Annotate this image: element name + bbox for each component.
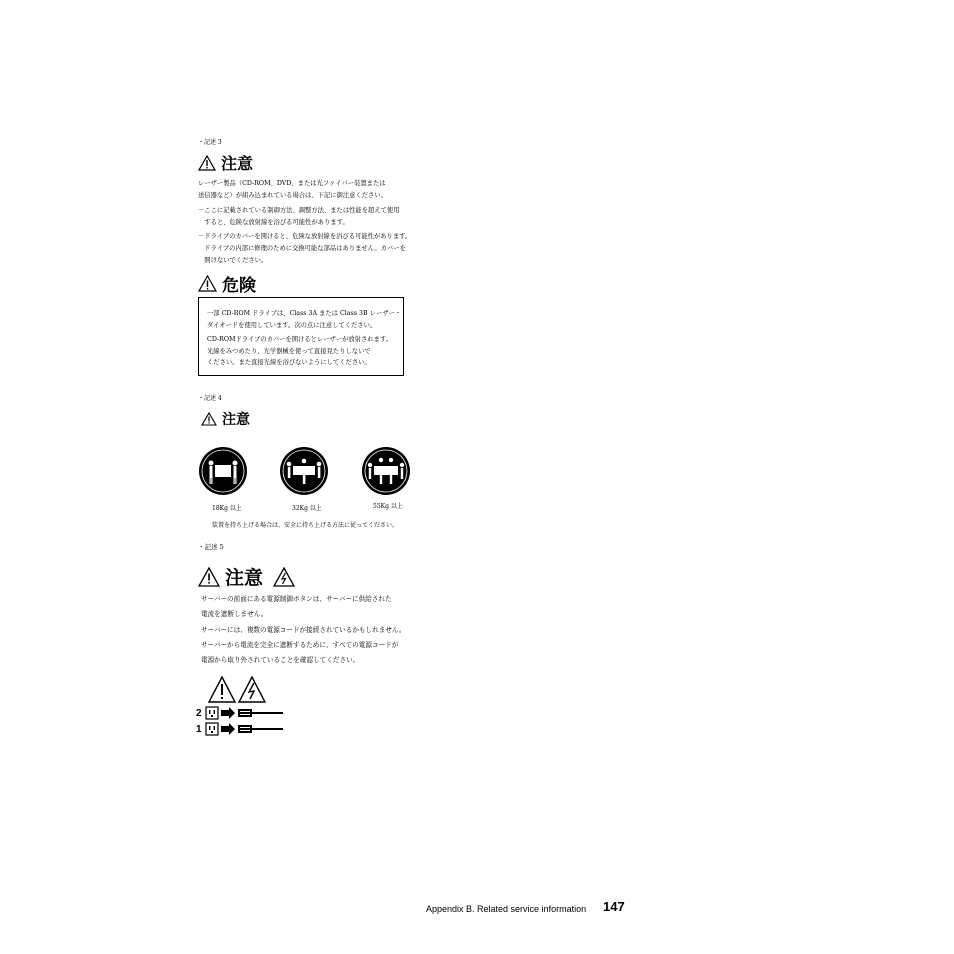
weight-label-18kg: 18Kg 以上	[212, 505, 242, 512]
intro-line: 送信器など）が組み込まれている場合は、下記に御注意ください。	[198, 192, 387, 199]
statement3-intro	[198, 178, 387, 202]
statement3-bullet-1	[198, 205, 400, 229]
footer-text: Appendix B. Related service information	[426, 904, 587, 914]
cord-number: 1	[196, 723, 202, 735]
warning-triangle-icon	[198, 155, 216, 171]
danger-box-para2	[207, 334, 392, 369]
warning-triangle-icon	[209, 677, 235, 702]
weight-label-32kg: 32Kg 以上	[292, 505, 322, 512]
power-cord-row-1	[196, 722, 285, 736]
caution-heading-text: 注意	[221, 154, 254, 173]
power-cord-row-2	[196, 706, 285, 720]
danger-line: ダイオードを使用しています。次の点に注意してください。	[207, 321, 377, 329]
danger-box-para1	[207, 308, 401, 331]
power-cord-disconnect-icon	[205, 706, 285, 720]
electrical-hazard-icon	[273, 567, 295, 587]
lifting-note: 装置を持ち上げる場合は、安全に持ち上げる方法に従ってください。	[212, 522, 399, 529]
warning-triangle-icon	[198, 275, 217, 292]
danger-box	[198, 297, 404, 376]
lift-two-person-icon	[198, 446, 248, 496]
statement5-line: サーバーの前面にある電源制御ボタンは、サーバーに供給された	[201, 595, 392, 603]
statement5-line: サーバーから電流を完全に遮断するために、すべての電源コードが	[201, 640, 399, 649]
danger-heading-text: 危険	[222, 276, 256, 296]
danger-line: 一部 CD-ROM ドライブは、Class 3A または Class 3B レーザー・	[207, 310, 402, 317]
bullet-line: ドライブの内部に修理のために交換可能な部品はありません。カバーを	[198, 245, 406, 252]
danger-line: ください。また直接光線を浴びないようにしてください。	[207, 359, 371, 366]
statement5-line: サーバーには、複数の電源コードが接続されているかもしれません。	[201, 625, 406, 634]
lift-three-person-icon	[279, 446, 329, 496]
cord-number: 2	[196, 707, 202, 719]
statement3-danger-heading	[198, 271, 256, 296]
bullet-line: －ドライブのカバーを開けると、危険な放射線を浴びる可能性があります。	[198, 233, 412, 240]
statement5-label: ・記述 5	[198, 543, 224, 551]
electrical-hazard-icon	[239, 677, 265, 702]
intro-line: レーザー製品（CD-ROM、DVD、または光ファイバー装置または	[198, 180, 386, 187]
statement3-bullet-2	[198, 231, 411, 267]
statement4-label: ・記述 4	[198, 395, 222, 402]
warning-triangle-icon	[201, 412, 217, 426]
statement3-caution-heading	[198, 151, 253, 174]
statement5-caution-heading	[198, 563, 295, 590]
statement5-line: 電流を遮断しません。	[201, 610, 268, 619]
caution-heading-text: 注意	[222, 412, 250, 428]
caution-heading-text: 注意	[225, 567, 264, 589]
danger-line: CD-ROMドライブのカバーを開けるとレーザーが放射されます。	[207, 336, 393, 343]
statement5-line: 電源から取り外されていることを確認してください。	[201, 656, 360, 665]
statement5-body	[201, 592, 405, 668]
warning-triangle-icon	[198, 567, 220, 587]
power-cord-disconnect-icon	[205, 722, 285, 736]
hazard-icons-pair	[208, 676, 268, 704]
bullet-line: すると、危険な放射線を浴びる可能性があります。	[198, 219, 349, 226]
statement4-caution-heading	[201, 409, 250, 429]
statement3-label: ・記述 3	[198, 139, 222, 146]
bullet-line: －ここに記載されている制御方法、調整方法、または性能を超えて使用	[198, 207, 400, 214]
danger-line: 光線をみつめたり、光学器械を使って直接見たりしないで	[207, 347, 371, 355]
page-number: 147	[603, 899, 625, 914]
lift-four-person-icon	[361, 446, 411, 496]
weight-label-55kg: 55Kg 以上	[373, 503, 403, 510]
bullet-line: 開けないでください。	[198, 257, 268, 264]
